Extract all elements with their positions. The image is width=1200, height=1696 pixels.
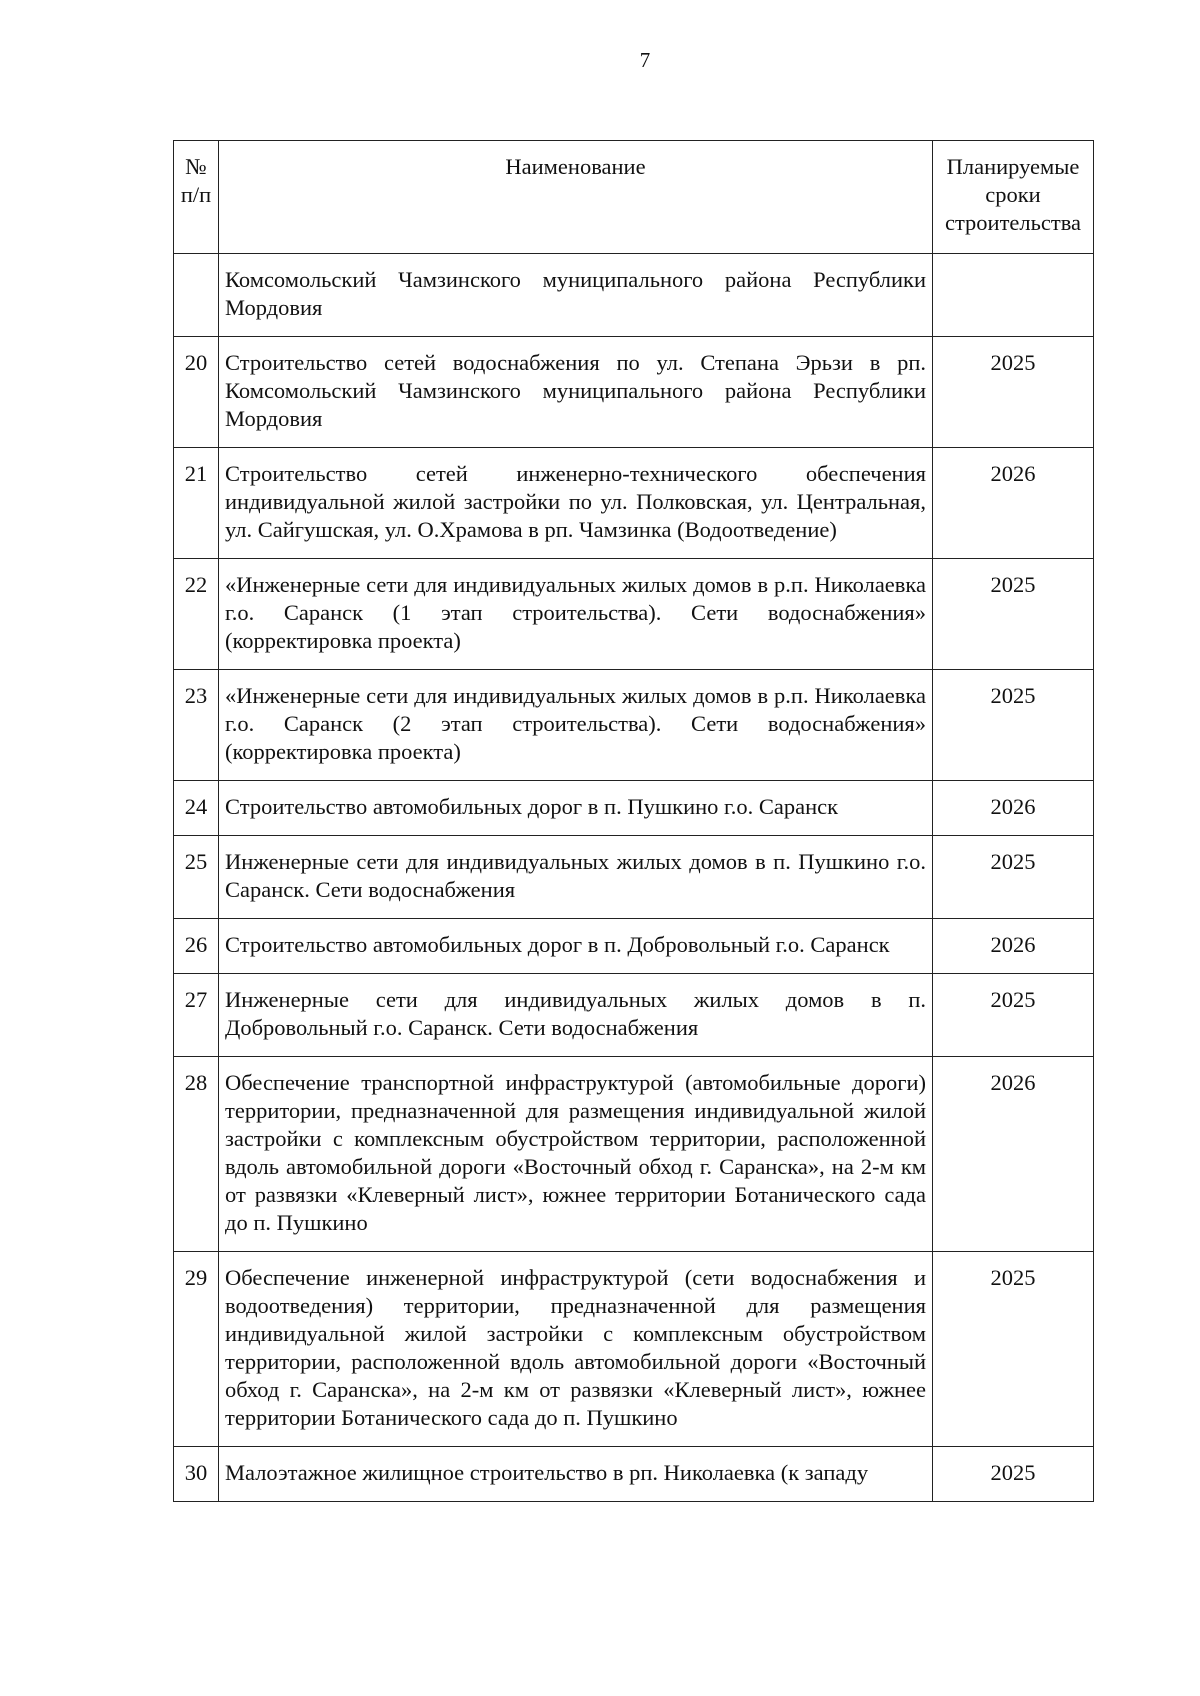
header-planned-terms: Планируемые сроки строительства — [933, 141, 1094, 254]
row-number: 20 — [174, 337, 219, 448]
row-number: 30 — [174, 1447, 219, 1502]
row-name: Обеспечение инженерной инфраструктурой (сети водоснабжения и водоотведения) территории, предназначенной для размещения индивидуальной жилой застройки с комплексным обустройством территории, расположенной вдоль автомобильной дороги «Восточный обход г. Саранска», на 2-м км от развязки «Клеверный лист», южнее территории Ботанического сада до п. Пушкино — [219, 1252, 933, 1447]
row-number: 25 — [174, 836, 219, 919]
row-planned-term: 2025 — [933, 337, 1094, 448]
table-body — [174, 254, 1094, 1502]
table-row — [174, 974, 1094, 1057]
table-row — [174, 1057, 1094, 1252]
row-number: 22 — [174, 559, 219, 670]
row-name: Обеспечение транспортной инфраструктурой (автомобильные дороги) территории, предназначенной для размещения индивидуальной жилой застройки с комплексным обустройством территории, расположенной вдоль автомобильной дороги «Восточный обход г. Саранска», на 2-м км от развязки «Клеверный лист», южнее территории Ботанического сада до п. Пушкино — [219, 1057, 933, 1252]
row-number: 21 — [174, 448, 219, 559]
row-number: 23 — [174, 670, 219, 781]
row-planned-term: 2025 — [933, 836, 1094, 919]
row-planned-term: 2025 — [933, 1252, 1094, 1447]
row-number: 24 — [174, 781, 219, 836]
row-planned-term: 2026 — [933, 448, 1094, 559]
row-number: 26 — [174, 919, 219, 974]
row-name: Строительство автомобильных дорог в п. Добровольный г.о. Саранск — [219, 919, 933, 974]
row-planned-term: 2025 — [933, 670, 1094, 781]
row-planned-term: 2026 — [933, 919, 1094, 974]
table-row — [174, 670, 1094, 781]
construction-schedule-table — [173, 140, 1094, 1502]
header-number: № п/п — [174, 141, 219, 254]
row-name: «Инженерные сети для индивидуальных жилых домов в р.п. Николаевка г.о. Саранск (1 этап строительства). Сети водоснабжения» (корректировка проекта) — [219, 559, 933, 670]
row-name: Строительство сетей инженерно-технического обеспечения индивидуальной жилой застройки по ул. Полковская, ул. Центральная, ул. Сайгушская, ул. О.Храмова в рп. Чамзинка (Водоотведение) — [219, 448, 933, 559]
row-name: Инженерные сети для индивидуальных жилых домов в п. Пушкино г.о. Саранск. Сети водоснабжения — [219, 836, 933, 919]
table-row — [174, 1447, 1094, 1502]
table-row — [174, 448, 1094, 559]
row-planned-term — [933, 254, 1094, 337]
table-row — [174, 559, 1094, 670]
row-number: 29 — [174, 1252, 219, 1447]
row-name: Комсомольский Чамзинского муниципального района Республики Мордовия — [219, 254, 933, 337]
row-name: Строительство автомобильных дорог в п. Пушкино г.о. Саранск — [219, 781, 933, 836]
row-name: Строительство сетей водоснабжения по ул. Степана Эрьзи в рп. Комсомольский Чамзинского муниципального района Республики Мордовия — [219, 337, 933, 448]
row-planned-term: 2026 — [933, 1057, 1094, 1252]
row-planned-term: 2025 — [933, 974, 1094, 1057]
page-number: 7 — [639, 48, 651, 72]
table-row — [174, 781, 1094, 836]
table-row — [174, 337, 1094, 448]
row-number: 28 — [174, 1057, 219, 1252]
row-name: «Инженерные сети для индивидуальных жилых домов в р.п. Николаевка г.о. Саранск (2 этап строительства). Сети водоснабжения» (корректировка проекта) — [219, 670, 933, 781]
row-planned-term: 2025 — [933, 1447, 1094, 1502]
table-header-row — [174, 141, 1094, 254]
row-number: 27 — [174, 974, 219, 1057]
header-name: Наименование — [219, 141, 933, 254]
row-planned-term: 2025 — [933, 559, 1094, 670]
table-row — [174, 836, 1094, 919]
table-row — [174, 919, 1094, 974]
table-row — [174, 254, 1094, 337]
row-number — [174, 254, 219, 337]
row-planned-term: 2026 — [933, 781, 1094, 836]
row-name: Инженерные сети для индивидуальных жилых домов в п. Добровольный г.о. Саранск. Сети водоснабжения — [219, 974, 933, 1057]
row-name: Малоэтажное жилищное строительство в рп. Николаевка (к западу — [219, 1447, 933, 1502]
table-row — [174, 1252, 1094, 1447]
